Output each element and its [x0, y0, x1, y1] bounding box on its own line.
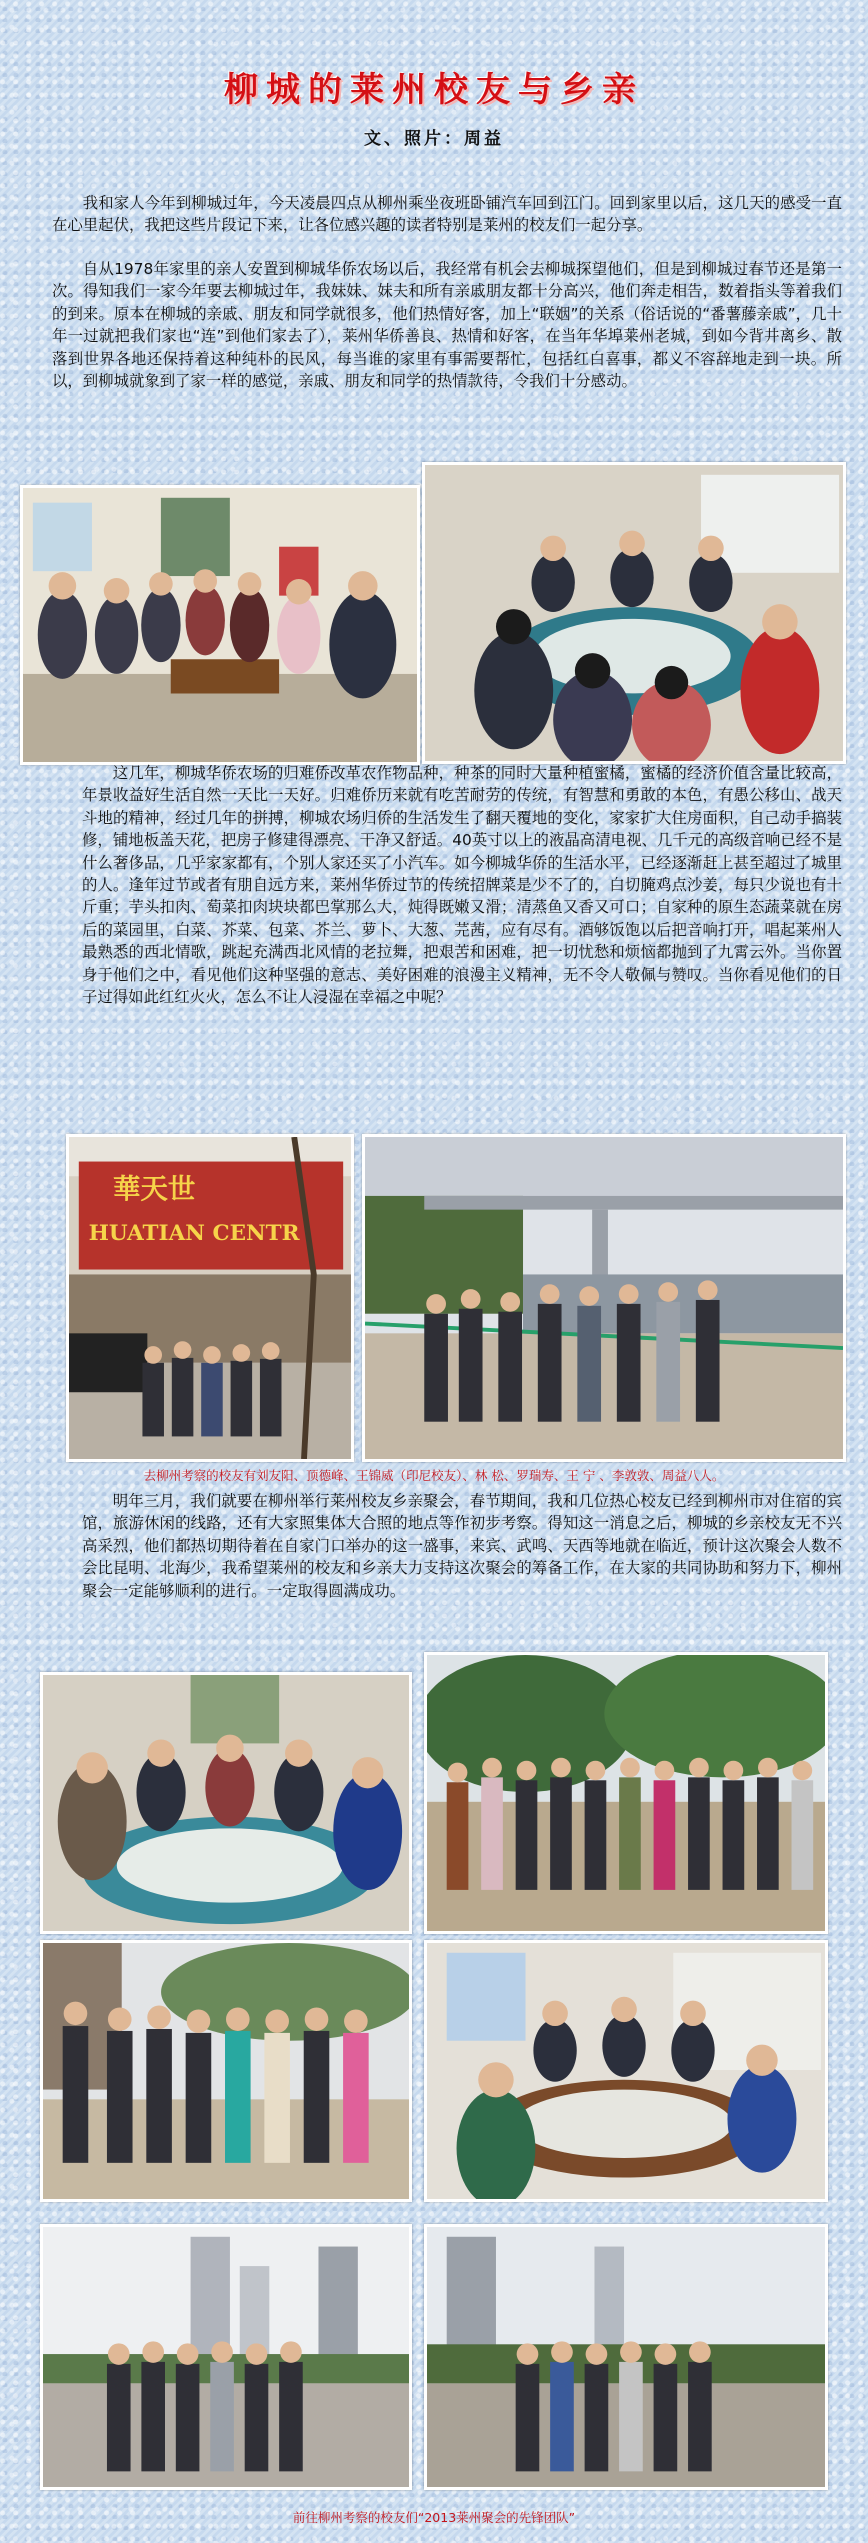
photo-family-dinner [422, 462, 846, 764]
photo-hotpot-gathering [40, 1672, 412, 1934]
photo-hotel-entrance [66, 1134, 354, 1462]
photo-family-living-room [20, 485, 420, 765]
paragraph-4: 明年三月，我们就要在柳州举行莱州校友乡亲聚会，春节期间，我和几位热心校友已经到柳州市对住宿的宾馆，旅游休闲的线路，还有大家照集体大合照的地点等作初步考察。得知这一消息之后，柳城的乡亲校友无不兴高采烈，他们都热切期待着在自家门口举办的这一盛事，来宾、武鸣、天西等地就在临近，预计这次聚会人数不会比昆明、北海少，我希望莱州的校友和乡亲大力支持这次聚会的筹备工作，在大家的共同协助和努力下，柳州聚会一定能够顺利的进行。一定取得圆满成功。 [82, 1492, 842, 1600]
article-byline: 文、照片：周益 [364, 129, 504, 149]
article-title: 柳城的莱州校友与乡亲 [224, 70, 644, 110]
caption-pioneer-team: 前往柳州考察的校友们“2013莱州聚会的先锋团队” [292, 2510, 576, 2525]
paragraph-2: 自从1978年家里的亲人安置到柳城华侨农场以后，我经常有机会去柳城探望他们，但是到柳城过春节还是第一次。得知我们一家今年要去柳城过年，我妹妹、妹夫和所有亲戚朋友都十分高兴，他们奔走相告，数着指头等着我们的到来。原本在柳城的亲戚、朋友和同学就很多，他们热情好客，加上“联姻”的关系（俗话说的“番薯藤亲戚”，几十年一过就把我们家也“连”到他们家去了），莱州华侨善良、热情和好客，在当年华埠莱州老城，到如今背井离乡、散落到世界各地还保持着这种纯朴的民风，每当谁的家里有事需要帮忙，包括红白喜事，都义不容辞地走到一块。所以，到柳城就象到了家一样的感觉，亲戚、朋友和同学的热情款待，令我们十分感动。 [52, 260, 842, 391]
photo-group-plaza [40, 2224, 412, 2490]
hotel-sign-cn: 華天世 [113, 1172, 196, 1205]
photo-riverside-bridge [362, 1134, 846, 1462]
photo-indoor-dinner [424, 1940, 828, 2202]
caption-inspection-team: 去柳州考察的校友有刘友阳、顶德峰、王锦威（印尼校友）、林 松、罗瑞寿、王 宁 、李敦敦、周益八人。 [143, 1468, 725, 1483]
paragraph-3: 这几年，柳城华侨农场的归难侨改革农作物品种，种茶的同时大量种植蜜橘，蜜橘的经济价值含量比较高，年景收益好生活自然一天比一天好。归难侨历来就有吃苦耐劳的传统，有智慧和勇敢的本色，有愚公移山、战天斗地的精神，经过几年的拼搏，柳城农场归侨的生活发生了翻天覆地的变化，家家扩大住房面积，自己动手搞装修，铺地板盖天花，把房子修建得漂亮、干净又舒适。40英寸以上的液晶高清电视、几千元的高级音响已经不是什么奢侈品，几乎家家都有，个别人家还买了小汽车。如今柳城华侨的生活水平，已经逐渐赶上甚至超过了城里的人。逢年过节或者有朋自远方来，莱州华侨过节的传统招牌菜是少不了的，白切腌鸡点沙姜，每只少说也有十斤重；芋头扣肉、萄菜扣肉块块都巴掌那么大，炖得既嫩又滑；清蒸鱼又香又可口；自家种的原生态蔬菜就在房后的菜园里，白菜、芥菜、包菜、芥兰、萝卜、大葱、芫茜，应有尽有。酒够饭饱以后把音响打开，唱起莱州人最熟悉的西北情歌，跳起充满西北风情的老拉舞，把艰苦和困难，把一切忧愁和烦恼都抛到了九霄云外。当你置身于他们之中，看见他们这种坚强的意志、美好困难的浪漫主义精神，无不令人敬佩与赞叹。当你看见他们的日子过得如此红红火火，怎么不让人浸湿在幸福之中呢？ [82, 764, 842, 1007]
photo-group-village [40, 1940, 412, 2202]
photo-group-outdoor-trees [424, 1652, 828, 1934]
paragraph-1: 我和家人今年到柳城过年，今天凌晨四点从柳州乘坐夜班卧铺汽车回到江门。回到家里以后，这几天的感受一直在心里起伏，我把这些片段记下来，让各位感兴趣的读者特别是莱州的校友们一起分享。 [52, 194, 842, 235]
photo-group-city [424, 2224, 828, 2490]
hotel-sign-en: HUATIAN CENTR [88, 1221, 300, 1247]
